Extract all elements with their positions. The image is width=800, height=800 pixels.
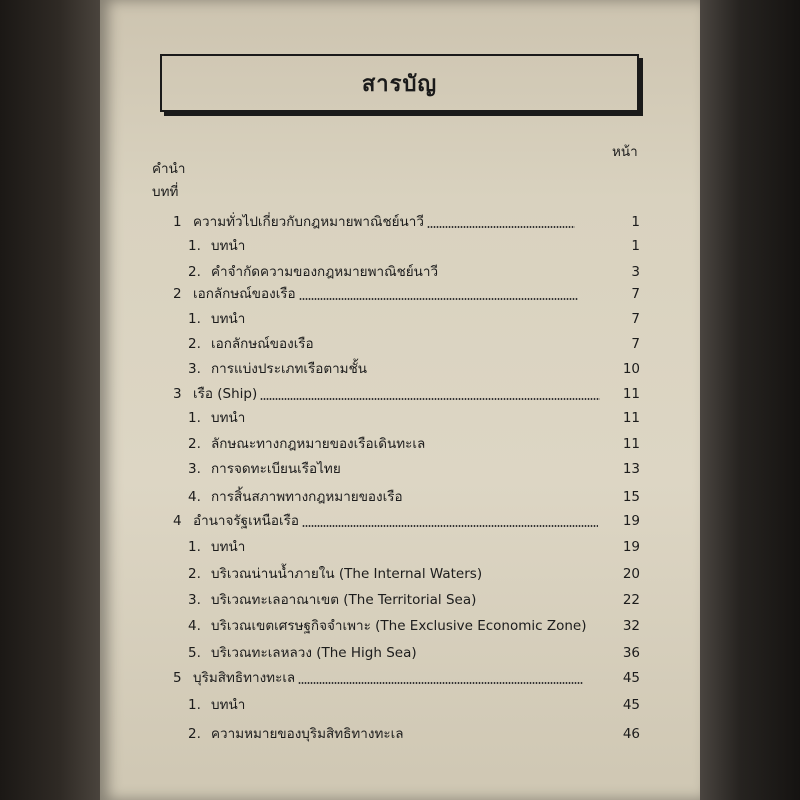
chapter-column-header: บทที่ (152, 184, 179, 200)
section-title: คำจำกัดความของกฎหมายพาณิชย์นาวี (211, 264, 439, 280)
section-title: บริเวณเขตเศรษฐกิจจำเพาะ (The Exclusive Economic Zone) (211, 618, 587, 634)
section-title: เอกลักษณ์ของเรือ (211, 336, 314, 352)
section-page-number: 46 (622, 726, 640, 742)
section-title: บทนำ (211, 539, 246, 555)
section-number: 1. (188, 697, 201, 713)
chapter-number: 2 (173, 286, 182, 302)
section-page-number: 19 (622, 539, 640, 555)
section-title: การจดทะเบียนเรือไทย (211, 461, 341, 477)
page-column-header: หน้า (612, 144, 638, 160)
section-page-number: 15 (622, 489, 640, 505)
section-number: 2. (188, 436, 201, 452)
section-number: 1. (188, 311, 201, 327)
section-title: ลักษณะทางกฎหมายของเรือเดินทะเล (211, 436, 426, 452)
section-page-number: 13 (622, 461, 640, 477)
chapter-page-number: 45 (622, 670, 640, 686)
section-number: 2. (188, 336, 201, 352)
section-title: บริเวณน่านน้ำภายใน (The Internal Waters) (211, 566, 483, 582)
section-number: 1. (188, 410, 201, 426)
section-page-number: 3 (631, 264, 640, 280)
chapter-page-number: 7 (631, 286, 640, 302)
section-number: 5. (188, 645, 201, 661)
section-title: บริเวณทะเลหลวง (The High Sea) (211, 645, 417, 661)
section-title: บทนำ (211, 311, 246, 327)
chapter-number: 5 (173, 670, 182, 686)
section-number: 2. (188, 566, 201, 582)
dot-leader (298, 682, 583, 684)
dot-leader (427, 226, 575, 228)
section-number: 3. (188, 592, 201, 608)
chapter-title: ความทั่วไปเกี่ยวกับกฎหมายพาณิชย์นาวี (193, 214, 424, 230)
chapter-number: 1 (173, 214, 182, 230)
chapter-title: บุริมสิทธิทางทะเล (193, 670, 296, 686)
section-title: บริเวณทะเลอาณาเขต (The Territorial Sea) (211, 592, 477, 608)
section-title: บทนำ (211, 410, 246, 426)
chapter-number: 3 (173, 386, 182, 402)
section-page-number: 1 (631, 238, 640, 254)
section-title: ความหมายของบุริมสิทธิทางทะเล (211, 726, 404, 742)
toc-title-box (160, 54, 639, 112)
section-page-number: 7 (631, 336, 640, 352)
section-number: 4. (188, 618, 201, 634)
section-number: 4. (188, 489, 201, 505)
background-right (700, 0, 800, 800)
dot-leader (299, 298, 578, 300)
section-page-number: 32 (622, 618, 640, 634)
chapter-title: เอกลักษณ์ของเรือ (193, 286, 296, 302)
section-page-number: 45 (622, 697, 640, 713)
section-number: 3. (188, 361, 201, 377)
section-title: การแบ่งประเภทเรือตามชั้น (211, 361, 367, 377)
dot-leader (260, 398, 600, 400)
section-page-number: 7 (631, 311, 640, 327)
dot-leader (302, 525, 598, 527)
section-page-number: 11 (622, 436, 640, 452)
section-number: 1. (188, 539, 201, 555)
preface-label: คำนำ (152, 161, 186, 177)
section-page-number: 11 (622, 410, 640, 426)
section-page-number: 20 (622, 566, 640, 582)
section-page-number: 36 (622, 645, 640, 661)
toc-title: สารบัญ (361, 71, 438, 97)
background-left (0, 0, 100, 800)
chapter-page-number: 19 (622, 513, 640, 529)
chapter-title: เรือ (Ship) (193, 386, 258, 402)
section-number: 1. (188, 238, 201, 254)
chapter-number: 4 (173, 513, 182, 529)
chapter-page-number: 11 (622, 386, 640, 402)
section-number: 2. (188, 726, 201, 742)
section-title: บทนำ (211, 697, 246, 713)
section-title: บทนำ (211, 238, 246, 254)
chapter-title: อำนาจรัฐเหนือเรือ (193, 513, 299, 529)
section-number: 2. (188, 264, 201, 280)
section-number: 3. (188, 461, 201, 477)
section-title: การสิ้นสภาพทางกฎหมายของเรือ (211, 489, 403, 505)
section-page-number: 22 (622, 592, 640, 608)
section-page-number: 10 (622, 361, 640, 377)
chapter-page-number: 1 (631, 214, 640, 230)
